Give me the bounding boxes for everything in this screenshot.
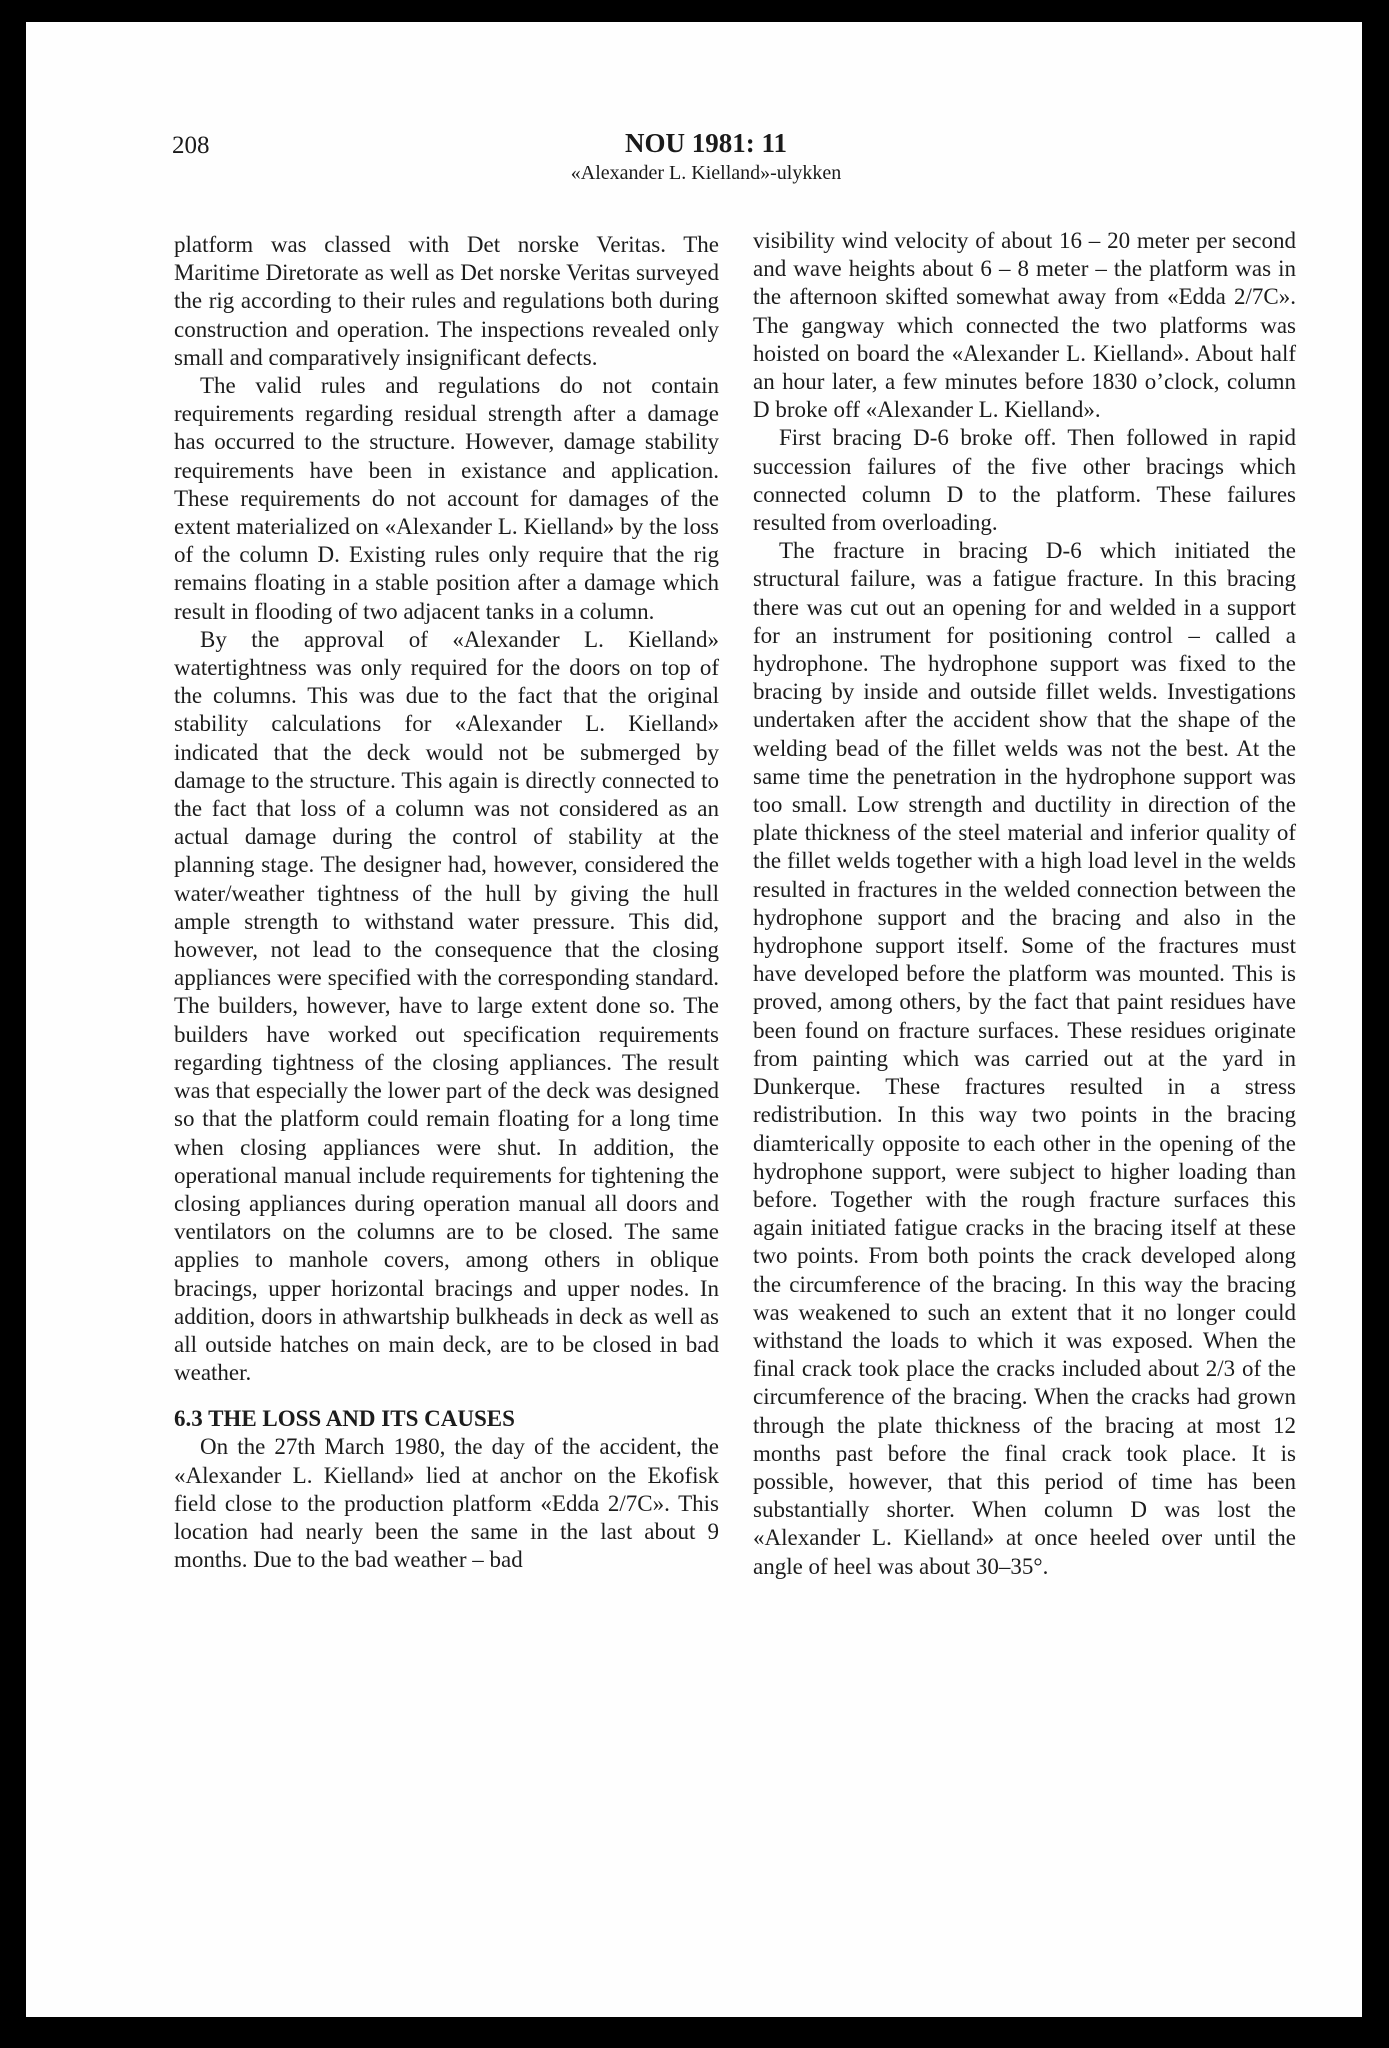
report-subtitle: «Alexander L. Kielland»-ulykken <box>570 162 842 184</box>
section-heading: 6.3 THE LOSS AND ITS CAUSES <box>174 1406 515 1432</box>
report-title: NOU 1981: 11 <box>625 128 787 158</box>
right-column <box>753 227 1296 1581</box>
left-column <box>174 231 719 1574</box>
paragraph: First bracing D-6 broke off. Then followed in rapid succession failures of the five other bracings which connected column D to the platform. These failures resulted from overloading. <box>753 425 1296 536</box>
paragraph: The valid rules and regulations do not contain requirements regarding residual strength after a damage has occurred to the structure. However, damage stability requirements have been in existance and application. These requirements do not account for damages of the extent materialized on «Alexander L. Kielland» by the loss of the column D. Existing rules only require that the rig remains floating in a stable position after a damage which result in flooding of two adjacent tanks in a column. <box>174 373 719 624</box>
document-page <box>26 22 1362 2017</box>
paragraph: On the 27th March 1980, the day of the accident, the «Alexander L. Kielland» lied at anchor on the Ekofisk field close to the production platform «Edda 2/7C». This location had nearly been the same in the last about 9 months. Due to the bad weather – bad <box>174 1434 719 1573</box>
paragraph: The fracture in bracing D-6 which initiated the structural failure, was a fatigue fracture. In this bracing there was cut out an opening for and welded in a support for an instrument for positioning control – called a hydrophone. The hydrophone support was fixed to the bracing by inside and outside fillet welds. Investigations undertaken after the accident show that the shape of the welding bead of the fillet welds was not the best. At the same time the penetration in the hydrophone support was too small. Low strength and ductility in direction of the plate thickness of the steel material and inferior quality of the fillet welds together with a high load level in the welds resulted in fractures in the welded connection between the hydrophone support and the bracing and also in the hydrophone support itself. Some of the fractures must have developed before the platform was mounted. This is proved, among others, by the fact that paint residues have been found on fracture surfaces. These residues originate from painting which was carried out at the yard in Dunkerque. These fractures resulted in a stress redistribution. In this way two points in the bracing diamterically opposite to each other in the opening of the hydrophone support, were subject to higher loading than before. Together with the rough fracture surfaces this again initiated fatigue cracks in the bracing itself at these two points. From both points the crack developed along the circumference of the bracing. In this way the bracing was weakened to such an extent that it no longer could withstand the loads to which it was exposed. When the final crack took place the cracks included about 2/3 of the circumference of the bracing. When the cracks had grown through the plate thickness of the bracing at most 12 months past before the final crack took place. It is possible, however, that this period of time has been substantially shorter. When column D was lost the «Alexander L. Kielland» at once heeled over until the angle of heel was about 30–35°. <box>753 538 1296 1579</box>
page-number: 208 <box>172 132 210 159</box>
page-header <box>26 22 1362 202</box>
paragraph: platform was classed with Det norske Veritas. The Maritime Diretorate as well as Det norske Veritas surveyed the rig according to their rules and regulations both during construction and operation. The inspections revealed only small and comparatively insignificant defects. <box>174 232 719 370</box>
paragraph: By the approval of «Alexander L. Kielland» watertightness was only required for the doors on top of the columns. This was due to the fact that the original stability calculations for «Alexander L. Kielland» indicated that the deck would not be submerged by damage to the structure. This again is directly connected to the fact that loss of a column was not considered as an actual damage during the control of stability at the planning stage. The designer had, however, considered the water/weather tightness of the hull by giving the hull ample strength to withstand water pressure. This did, however, not lead to the consequence that the closing appliances were specified with the corresponding standard. The builders, however, have to large extent done so. The builders have worked out specification requirements regarding tightness of the closing appliances. The result was that especially the lower part of the deck was designed so that the platform could remain floating for a long time when closing appliances were shut. In addition, the operational manual include requirements for tightening the closing appliances during operation manual all doors and ventilators on the columns are to be closed. The same applies to manhole covers, among others in oblique bracings, upper horizontal bracings and upper nodes. In addition, doors in athwartship bulkheads in deck as well as all outside hatches on main deck, are to be closed in bad weather. <box>174 626 719 1386</box>
paragraph: visibility wind velocity of about 16 – 20 meter per second and wave heights about 6 – 8 meter – the platform was in the afternoon skifted somewhat away from «Edda 2/7C». The gangway which connected the two platforms was hoisted on board the «Alexander L. Kielland». About half an hour later, a few minutes before 1830 o’clock, column D broke off «Alexander L. Kielland». <box>753 228 1296 423</box>
